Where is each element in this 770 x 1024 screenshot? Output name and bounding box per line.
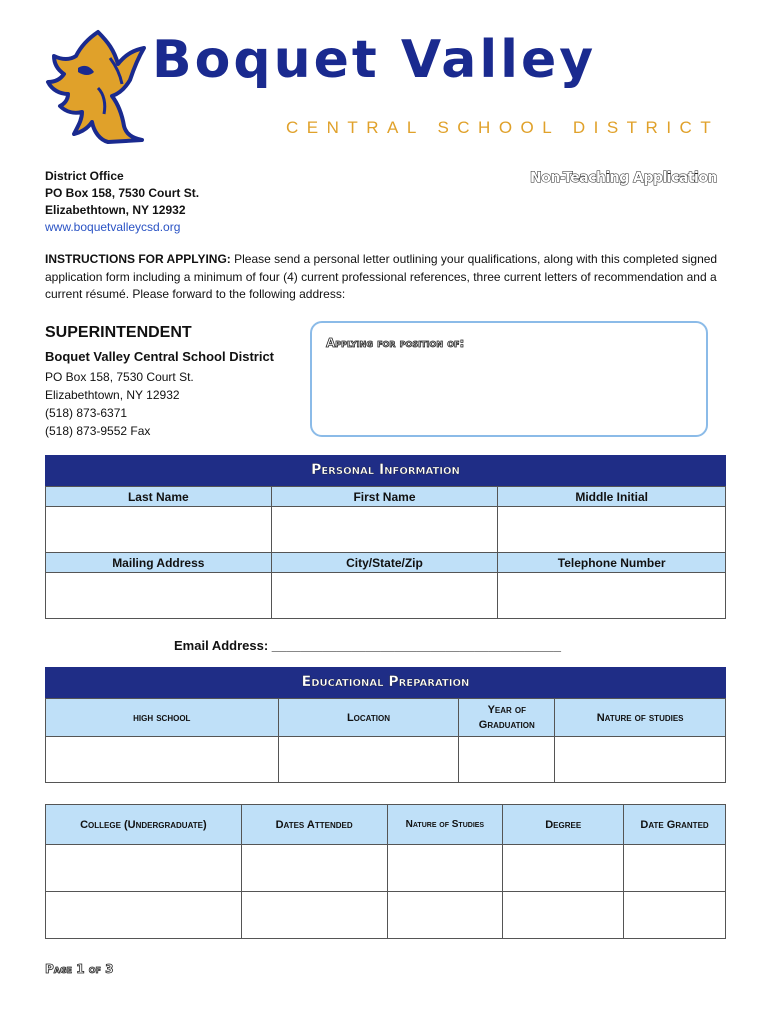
middle-initial-field[interactable]: [498, 507, 726, 553]
telephone-header: Telephone Number: [498, 553, 726, 573]
position-label: Applying for position of:: [326, 336, 465, 350]
instructions: [45, 251, 725, 304]
nature-of-studies-field[interactable]: [555, 737, 726, 783]
district-name-title: Boquet Valley: [152, 30, 597, 90]
superintendent-phone: (518) 873-6371: [45, 406, 128, 420]
superintendent-title: SUPERINTENDENT: [45, 324, 192, 341]
instructions-lead: INSTRUCTIONS FOR APPLYING:: [45, 252, 231, 266]
superintendent-org: Boquet Valley Central School District: [45, 349, 274, 364]
superintendent-fax: (518) 873-9552 Fax: [45, 424, 151, 438]
district-office-label: District Office: [45, 169, 124, 183]
district-subtitle: CENTRAL SCHOOL DISTRICT: [286, 118, 720, 137]
superintendent-address: [45, 368, 194, 440]
personal-info-table: [45, 486, 726, 619]
year-graduation-header: [459, 699, 555, 737]
district-city: Elizabethtown, NY 12932: [45, 203, 186, 217]
high-school-table: [45, 698, 726, 783]
year-of-label: Year of: [487, 703, 526, 716]
high-school-field[interactable]: [46, 737, 279, 783]
application-title: Non-Teaching Application: [530, 170, 717, 186]
graduation-label: Graduation: [478, 718, 535, 731]
mailing-address-header: Mailing Address: [46, 553, 272, 573]
email-row: [174, 638, 561, 653]
college-field[interactable]: [46, 892, 242, 939]
dates-attended-field[interactable]: [241, 845, 387, 892]
education-heading: Educational Preparation: [45, 667, 726, 698]
dates-attended-header: Dates Attended: [241, 805, 387, 845]
college-table: [45, 804, 726, 939]
superintendent-line2: Elizabethtown, NY 12932: [45, 388, 180, 402]
email-field[interactable]: ________________________________________: [271, 638, 561, 653]
district-address: [45, 168, 199, 236]
college-nature-header: Nature of Studies: [387, 805, 503, 845]
high-school-header: high school: [46, 699, 279, 737]
city-state-zip-field[interactable]: [271, 573, 498, 619]
first-name-field[interactable]: [271, 507, 498, 553]
page-number: Page 1 of 3: [45, 962, 114, 976]
location-field[interactable]: [278, 737, 459, 783]
dates-attended-field[interactable]: [241, 892, 387, 939]
date-granted-field[interactable]: [624, 845, 726, 892]
date-granted-header: Date Granted: [624, 805, 726, 845]
instructions-body: Please send a personal letter outlining your qualifications, along with this completed signed application form including a minimum of four (4) current professional references, three current letters of recommendation and a current résumé. Please forward to the following address:: [45, 252, 718, 301]
last-name-header: Last Name: [46, 487, 272, 507]
last-name-field[interactable]: [46, 507, 272, 553]
year-graduation-field[interactable]: [459, 737, 555, 783]
superintendent-line1: PO Box 158, 7530 Court St.: [45, 370, 194, 384]
college-header: College (Undergraduate): [46, 805, 242, 845]
date-granted-field[interactable]: [624, 892, 726, 939]
college-nature-field[interactable]: [387, 845, 503, 892]
email-label: Email Address:: [174, 638, 269, 653]
district-website-link[interactable]: www.boquetvalleycsd.org: [45, 220, 181, 234]
telephone-field[interactable]: [498, 573, 726, 619]
personal-info-heading: Personal Information: [45, 455, 726, 486]
degree-header: Degree: [503, 805, 624, 845]
first-name-header: First Name: [271, 487, 498, 507]
college-field[interactable]: [46, 845, 242, 892]
mailing-address-field[interactable]: [46, 573, 272, 619]
district-po: PO Box 158, 7530 Court St.: [45, 186, 200, 200]
location-header: Location: [278, 699, 459, 737]
degree-field[interactable]: [503, 892, 624, 939]
griffin-logo-icon: [38, 28, 148, 146]
nature-of-studies-header: Nature of studies: [555, 699, 726, 737]
city-state-zip-header: City/State/Zip: [271, 553, 498, 573]
college-nature-field[interactable]: [387, 892, 503, 939]
degree-field[interactable]: [503, 845, 624, 892]
middle-initial-header: Middle Initial: [498, 487, 726, 507]
